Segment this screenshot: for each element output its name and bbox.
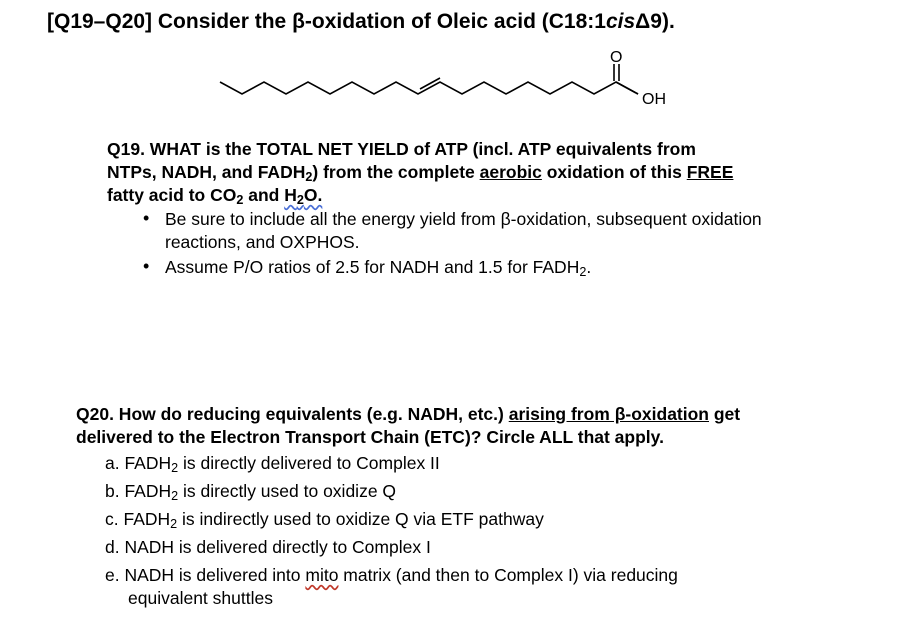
q19-free: FREE — [686, 162, 734, 182]
option-e[interactable] — [105, 565, 678, 586]
subscript-2: 2 — [171, 461, 179, 476]
water-o: O. — [303, 185, 323, 205]
option-a[interactable] — [105, 453, 440, 474]
subscript-2: 2 — [236, 193, 244, 208]
page-title — [47, 10, 675, 34]
carbonyl-oxygen-label: O — [610, 49, 623, 66]
q20-line-2: delivered to the Electron Transport Chain (ETC)? Circle ALL that apply. — [76, 427, 664, 447]
q19-co2-text: fatty acid to CO — [107, 185, 237, 205]
option-c-text: c. FADH — [105, 509, 171, 529]
option-a-rest: is directly delivered to Complex II — [178, 453, 440, 473]
subscript-2: 2 — [579, 265, 587, 280]
oleic-acid-structure — [210, 48, 690, 118]
option-c-rest: is indirectly used to oxidize Q via ETF pathway — [177, 509, 544, 529]
q20-get: get — [709, 404, 741, 424]
option-d[interactable] — [105, 537, 431, 558]
subscript-2: 2 — [305, 170, 313, 185]
bullet-2-text: Assume P/O ratios of 2.5 for NADH and 1.5 for FADH — [165, 257, 580, 277]
hydroxyl-label: OH — [642, 91, 666, 108]
q19-line-1: Q19. WHAT is the TOTAL NET YIELD of ATP (incl. ATP equivalents from — [107, 139, 696, 159]
title-beta: β — [292, 10, 305, 33]
q19-and-text: and — [243, 185, 285, 205]
q19-oxidation-text: oxidation of this — [541, 162, 687, 182]
q20-arising: arising from β-oxidation — [508, 404, 709, 424]
subscript-2: 2 — [296, 193, 304, 208]
q19-line-2 — [107, 161, 733, 183]
title-delta: Δ9). — [635, 10, 675, 33]
title-prefix: [Q19–Q20] Consider the — [47, 10, 293, 33]
q19-water — [284, 185, 323, 208]
option-a-text: a. FADH — [105, 453, 172, 473]
option-c[interactable] — [105, 509, 544, 530]
option-e-mito: mito — [305, 565, 339, 585]
option-b[interactable] — [105, 481, 396, 502]
q20-intro: Q20. How do reducing equivalents (e.g. NADH, etc.) — [76, 404, 509, 424]
option-b-text: b. FADH — [105, 481, 172, 501]
q19-aerobic: aerobic — [479, 162, 542, 182]
title-cis: cis — [605, 10, 636, 33]
water-h: H — [284, 185, 297, 205]
option-b-rest: is directly used to oxidize Q — [178, 481, 397, 501]
bullet-1-line-2: reactions, and OXPHOS. — [165, 232, 360, 252]
subscript-2: 2 — [170, 517, 178, 532]
bullet-1-glyph: • — [143, 208, 150, 228]
option-e-text: e. NADH is delivered into — [105, 565, 306, 585]
bullet-2-period: . — [586, 257, 592, 277]
subscript-2: 2 — [171, 489, 179, 504]
q19-ntps-text: NTPs, NADH, and FADH — [107, 162, 306, 182]
bullet-2-glyph: • — [143, 256, 150, 276]
option-d-text: d. NADH is delivered directly to Complex I — [105, 537, 431, 557]
bullet-1-line-1: Be sure to include all the energy yield from β-oxidation, subsequent oxidation — [165, 209, 762, 229]
q19-from-text: ) from the complete — [312, 162, 480, 182]
bullet-2 — [165, 256, 591, 279]
option-e-rest: matrix (and then to Complex I) via reducing — [338, 565, 678, 585]
option-e-line-2: equivalent shuttles — [128, 588, 273, 608]
q19-line-3 — [107, 184, 322, 206]
c-oh-bond — [616, 82, 638, 94]
q20-line-1 — [76, 403, 740, 426]
title-middle: -oxidation of Oleic acid (C18:1 — [304, 10, 606, 33]
